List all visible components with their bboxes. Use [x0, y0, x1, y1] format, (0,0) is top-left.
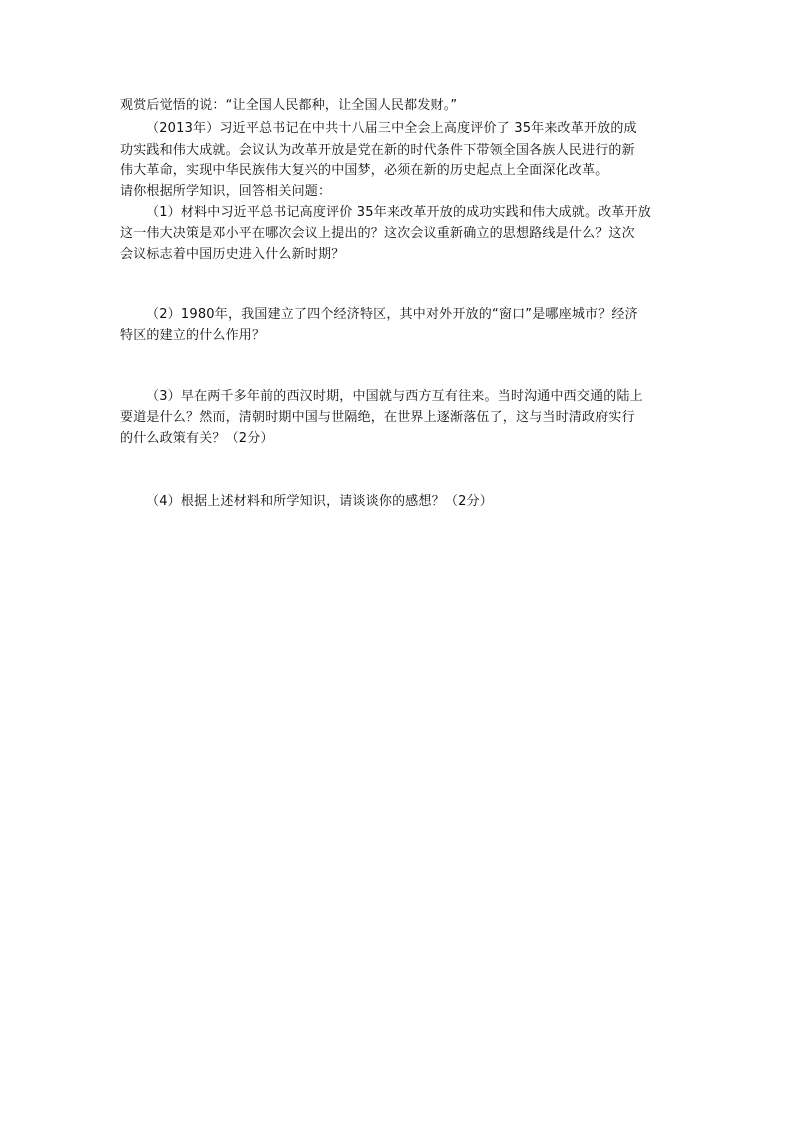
question-4-line-1: （4）根据上述材料和所学知识，请谈谈你的感想？（2分）	[146, 494, 493, 509]
question-3-line-3: 的什么政策有关？（2分）	[120, 431, 274, 446]
material-line-1: 观赏后觉悟的说：“让全国人民都种，让全国人民都发财。”	[120, 98, 458, 113]
question-2-line-1: （2）1980年，我国建立了四个经济特区，其中对外开放的“窗口”是哪座城市？经济	[146, 307, 638, 322]
question-1-line-3: 会议标志着中国历史进入什么新时期？	[120, 247, 345, 262]
question-1-line-2: 这一伟大决策是邓小平在哪次会议上提出的？这次会议重新确立的思想路线是什么？这次	[120, 226, 635, 241]
question-2-line-2: 特区的建立的什么作用？	[120, 328, 266, 343]
material-line-2: （2013年）习近平总书记在中共十八届三中全会上高度评价了 35年来改革开放的成	[146, 121, 637, 136]
material-line-3: 功实践和伟大成就。会议认为改革开放是党在新的时代条件下带领全国各族人民进行的新	[120, 143, 635, 158]
instruction-text: 请你根据所学知识，回答相关问题：	[120, 184, 332, 199]
question-3-line-2: 要道是什么？然而，清朝时期中国与世隔绝，在世界上逐渐落伍了，这与当时清政府实行	[120, 410, 635, 425]
material-line-4: 伟大革命，实现中华民族伟大复兴的中国梦，必须在新的历史起点上全面深化改革。	[120, 163, 609, 178]
question-1-line-1: （1）材料中习近平总书记高度评价 35年来改革开放的成功实践和伟大成就。改革开放	[146, 205, 651, 220]
question-3-line-1: （3）早在两千多年前的西汉时期，中国就与西方互有往来。当时沟通中西交通的陆上	[146, 389, 643, 404]
